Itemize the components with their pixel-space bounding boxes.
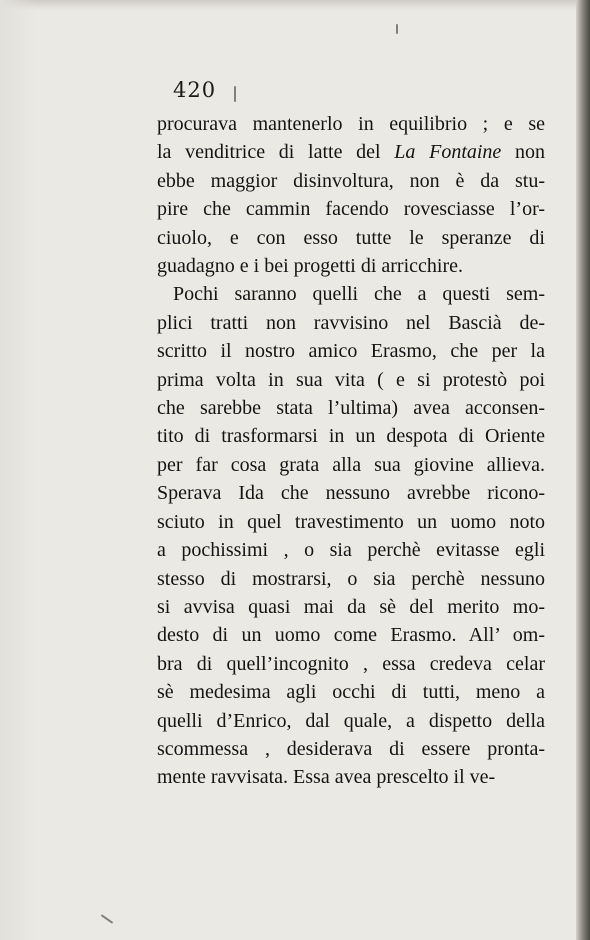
text-line	[157, 167, 545, 195]
text-run: sciuto in quel travestimento un uomo noto	[157, 510, 545, 533]
italic-title: La Fontaine	[394, 141, 502, 164]
text-line	[157, 565, 545, 593]
text-line	[157, 252, 545, 280]
text-line	[157, 110, 545, 138]
text-run: prima volta in sua vita ( e si protestò poi	[157, 368, 545, 391]
text-line	[157, 422, 545, 450]
text-line	[157, 508, 545, 536]
text-run: bra di quell’incognito , essa credeva celar	[157, 652, 545, 675]
page-number: 420	[173, 78, 217, 102]
text-line	[157, 707, 545, 735]
text-line	[157, 735, 545, 763]
ink-speck	[234, 86, 236, 102]
text-line	[157, 536, 545, 564]
text-run: quelli d’Enrico, dal quale, a dispetto della	[157, 709, 545, 732]
text-run: Pochi saranno quelli che a questi sem-	[173, 283, 545, 306]
text-run: la venditrice di latte del	[157, 141, 395, 164]
text-line	[157, 678, 545, 706]
text-line	[157, 394, 545, 422]
text-line	[157, 479, 545, 507]
text-run: ebbe maggior disinvoltura, non è da stu-	[157, 169, 545, 192]
text-run: plici tratti non ravvisino nel Bascià de-	[157, 311, 545, 334]
text-run: non	[501, 141, 546, 164]
text-run: guadagno e i bei progetti di arricchire.	[157, 255, 463, 278]
text-run: procurava mantenerlo in equilibrio ; e se	[157, 113, 545, 135]
ink-speck	[396, 24, 398, 34]
text-run: per far cosa grata alla sua giovine allieva.	[157, 453, 545, 476]
page-top-shadow	[0, 0, 590, 10]
page-left-shadow	[0, 0, 36, 940]
text-run: a pochissimi , o sia perchè evitasse egli	[157, 539, 545, 562]
text-run: sè medesima agli occhi di tutti, meno a	[157, 681, 545, 704]
text-line	[157, 366, 545, 394]
text-line	[157, 138, 545, 166]
text-run: scommessa , desiderava di essere pronta-	[157, 737, 545, 760]
text-line	[157, 621, 545, 649]
text-line	[157, 451, 545, 479]
text-run: scritto il nostro amico Erasmo, che per la	[157, 340, 545, 363]
text-line	[157, 224, 545, 252]
text-run: pire che cammin facendo rovesciasse l’or-	[157, 198, 545, 221]
body-text	[157, 110, 545, 792]
text-run: che sarebbe stata l’ultima) avea acconsen-	[157, 397, 545, 420]
text-line	[157, 763, 545, 791]
text-run: si avvisa quasi mai da sè del merito mo-	[157, 595, 545, 618]
text-run: stesso di mostrarsi, o sia perchè nessuno	[157, 567, 545, 590]
text-run: tito di trasformarsi in un despota di Oriente	[157, 425, 545, 448]
text-run: desto di un uomo come Erasmo. All’ om-	[157, 624, 545, 647]
text-line	[157, 195, 545, 223]
text-line	[157, 309, 545, 337]
page-right-edge	[576, 0, 590, 940]
text-run: ciuolo, e con esso tutte le speranze di	[157, 226, 545, 249]
text-line	[157, 337, 545, 365]
text-line	[157, 650, 545, 678]
ink-speck	[101, 914, 114, 924]
text-run: Sperava Ida che nessuno avrebbe ricono-	[157, 482, 545, 505]
text-line	[157, 280, 545, 308]
text-line	[157, 593, 545, 621]
text-run: mente ravvisata. Essa avea prescelto il ve-	[157, 766, 496, 789]
